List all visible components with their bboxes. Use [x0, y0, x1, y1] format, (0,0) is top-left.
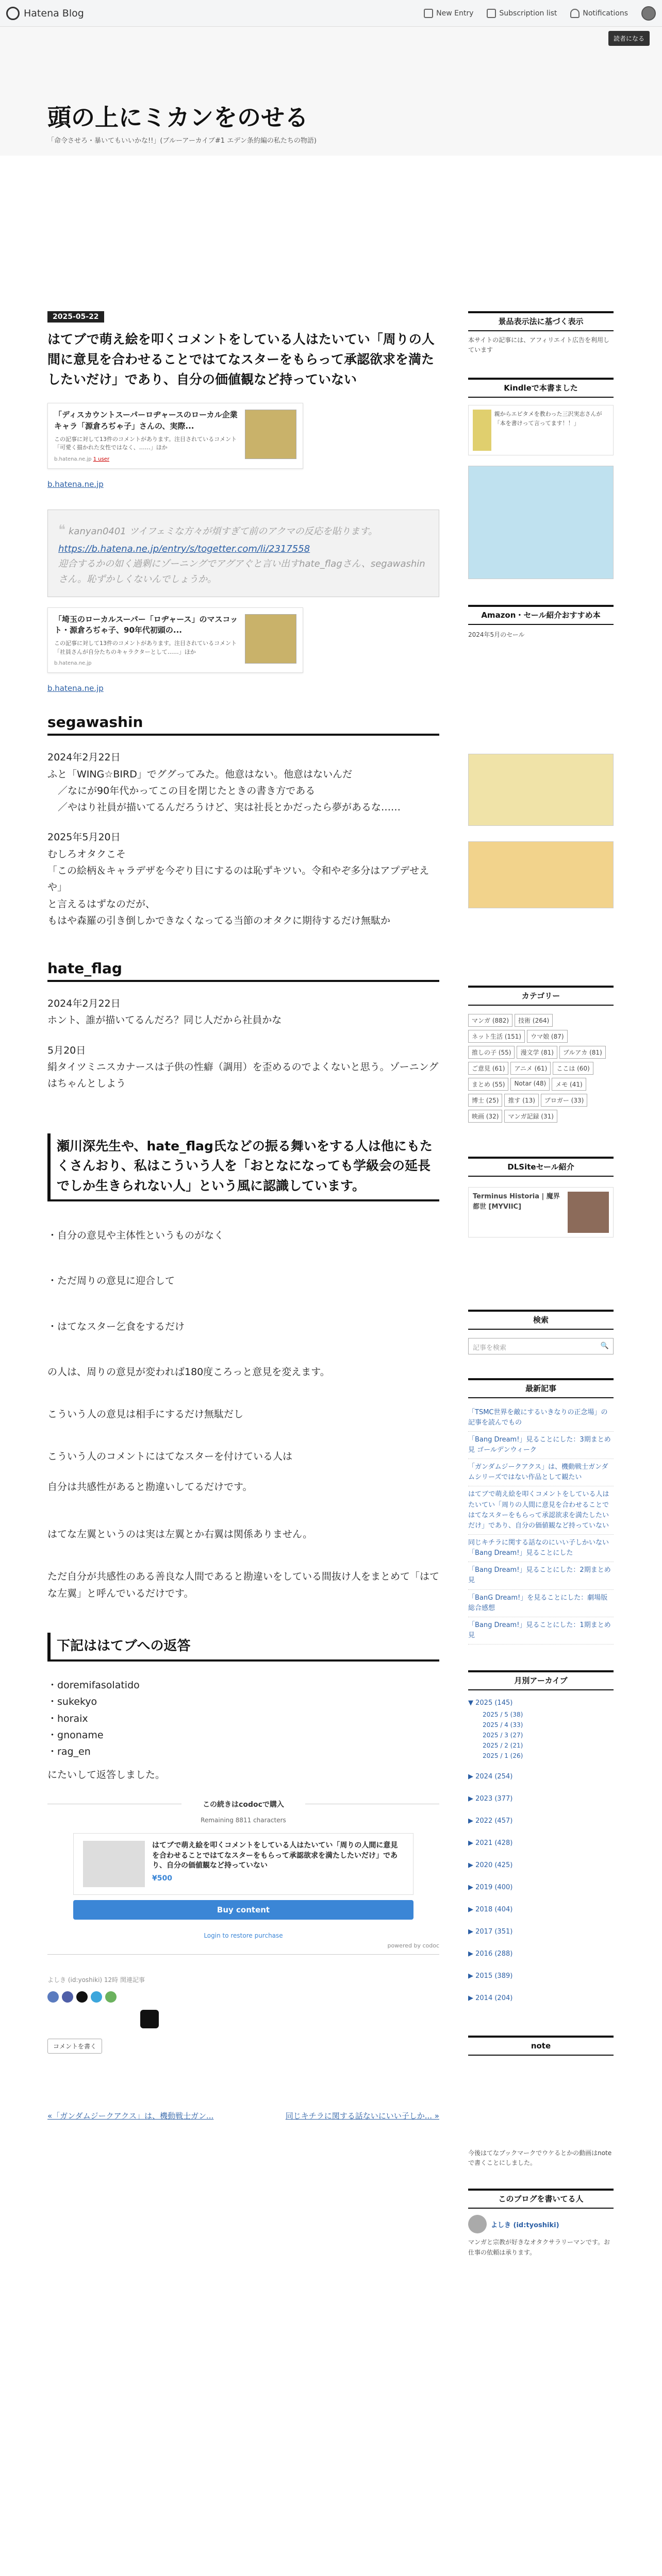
- archive-year[interactable]: ▶ 2023 (377): [468, 1795, 513, 1803]
- recent-item[interactable]: 「TSMC世界を敵にするいきなりの正念場」の記事を読んでもの: [468, 1404, 614, 1432]
- archive-month[interactable]: 2025 / 2 (21): [483, 1742, 523, 1750]
- search-icon[interactable]: 🔍: [600, 1342, 609, 1350]
- buy-content-button[interactable]: Buy content: [73, 1900, 413, 1920]
- write-comment-button[interactable]: コメントを書く: [47, 2039, 102, 2054]
- recent-item[interactable]: 「BanG Dream!」を見ることにした：劇場版総合感想: [468, 1590, 614, 1617]
- blockquote: [47, 510, 439, 597]
- archive-year[interactable]: ▶ 2021 (428): [468, 1839, 513, 1848]
- archive-list: [468, 1697, 614, 2005]
- recent-item[interactable]: 「Bang Dream!」見ることにした：2期まとめ見: [468, 1562, 614, 1589]
- author-profile[interactable]: [468, 2215, 614, 2233]
- section1-date2: 2025年5月20日: [47, 832, 121, 843]
- body-para-2: こういう人の意見は相手にするだけ無駄だし: [47, 1409, 244, 1420]
- card-title: 「ディスカウントスーパーロヂャースのローカル企業キャラ「源倉ろぢゃ子」さんの、実際...: [54, 410, 238, 431]
- category-tag[interactable]: 推す (13): [504, 1094, 538, 1107]
- paywall-title: この続きはcodocで購入: [181, 1799, 305, 1809]
- section-heading-segawashin: segawashin: [47, 714, 439, 736]
- widget-title-dlsite: DLSiteセール紹介: [468, 1157, 614, 1177]
- section1-p2c: もはや森羅の引き倒しかできなくなってる当節のオタクに期待するだけ無駄か: [47, 914, 391, 926]
- card-desc: この記事に対して13件のコメントがあります。注目されているコメント「社員さんが自分たちのキャラクターとして……」ほか: [54, 640, 237, 655]
- widget-title-note: note: [468, 2036, 614, 2056]
- body-para-4: 自分は共感性があると勘違いしてるだけです。: [47, 1481, 253, 1493]
- bell-icon: [570, 9, 580, 18]
- topbar: [0, 0, 662, 27]
- body-para-1: の人は、周りの意見が変われば180度ころっと意見を変えます。: [47, 1366, 330, 1378]
- blog-description: 「命令させろ・暴いてもいいかな!!」(ブルーアーカイブ#1 エデン条約編の私たちの物語): [47, 137, 317, 145]
- section1-date1: 2024年2月22日: [47, 752, 121, 764]
- archive-year[interactable]: ▶ 2017 (351): [468, 1928, 513, 1936]
- category-tag[interactable]: 映画 (32): [468, 1110, 502, 1123]
- archive-year[interactable]: ▶ 2019 (400): [468, 1884, 513, 1892]
- source-link-1[interactable]: b.hatena.ne.jp: [47, 479, 104, 489]
- reply-list: [47, 1677, 439, 1783]
- paywall-meta: Remaining 8811 characters: [201, 1816, 286, 1824]
- reply-item: ・horaix: [47, 1713, 88, 1724]
- notifications-button[interactable]: [570, 9, 628, 18]
- category-tag[interactable]: マンガ記録 (31): [504, 1110, 557, 1123]
- widget-title-disclosure: 景品表示法に基づく表示: [468, 311, 614, 331]
- category-tag[interactable]: メモ (41): [552, 1078, 586, 1091]
- bullet-item: ・ただ周りの意見に迎合して: [47, 1275, 175, 1287]
- category-tag[interactable]: ブルアカ (81): [559, 1046, 606, 1059]
- edit-icon: [424, 9, 433, 18]
- subscription-list-button[interactable]: [487, 9, 557, 18]
- dlsite-card[interactable]: [468, 1187, 614, 1238]
- user-menu-button[interactable]: [641, 6, 656, 21]
- archive-year[interactable]: ▶ 2015 (389): [468, 1972, 513, 1980]
- reply-item: ・sukekyo: [47, 1696, 97, 1708]
- kindle-card[interactable]: [468, 405, 614, 455]
- callout-heading: 瀬川深先生や、hate_flag氏などの振る舞いをする人は他にもたくさんおり、私はこういう人を「おとなになっても学級会の延長でしか生きられない人」という風に認識しています。: [47, 1133, 439, 1201]
- category-tag[interactable]: まとめ (55): [468, 1078, 508, 1091]
- search-input[interactable]: 記事を検索 🔍: [468, 1338, 614, 1354]
- widget-title-search: 検索: [468, 1310, 614, 1330]
- section2-p1: ホント、誰が描いてるんだろ？同じ人だから社員かな: [47, 1014, 282, 1026]
- kindle-book-cover: [473, 410, 491, 451]
- recent-item[interactable]: 「Bang Dream!」見ることにした：3期まとめ見 ゴールデンウィーク: [468, 1432, 614, 1459]
- card-foot: b.hatena.ne.jp: [54, 660, 92, 667]
- section1-p1b: ／やはり社員が描いてるんだろうけど、実は社長とかだったら夢があるな……: [58, 802, 401, 814]
- amazon-book-image-1[interactable]: [468, 754, 614, 826]
- hatena-logo[interactable]: [6, 7, 84, 20]
- kindle-ad-image[interactable]: [468, 466, 614, 579]
- card-thumbnail: [245, 410, 296, 459]
- section1-p2a: 「この絵柄＆キャラデザを今ぞり目にするのは恥ずキツい。令和やぞ多分はアプデせえや」: [47, 865, 429, 893]
- hatena-bookmark-icon[interactable]: [47, 1991, 59, 2003]
- body-para-5: はてな左翼というのは実は左翼とか右翼は関係ありません。: [47, 1528, 313, 1540]
- category-tag[interactable]: 技術 (264): [515, 1014, 553, 1027]
- category-tag[interactable]: Notar (48): [510, 1078, 550, 1091]
- pocket-icon[interactable]: [91, 1991, 102, 2003]
- reply-item: ・rag_en: [47, 1746, 91, 1758]
- archive-year[interactable]: ▶ 2016 (288): [468, 1950, 513, 1958]
- card-desc: この記事に対して13件のコメントがあります。注目されているコメント「可愛く描かれた女性ではなく、……」ほか: [54, 435, 237, 451]
- author-line: よしき (id:yoshiki) 12時 関連記事: [47, 1976, 145, 1984]
- section1-p1a: ／なにが90年代かってこの目を閉じたときの書き方である: [58, 785, 316, 796]
- body-para-3: こういう人のコメントにはてなスターを付けている人は: [47, 1451, 293, 1463]
- list-icon: [487, 9, 496, 18]
- paywall-price: ¥500: [152, 1874, 172, 1883]
- recent-item[interactable]: はてブで萌え絵を叩くコメントをしている人はたいてい「周りの人間に意見を合わせることではてなスターをもらって承認欲求を満たしたいだけ」であり、自分の価値観など持っていない: [468, 1486, 614, 1535]
- body-para-6: ただ自分が共感性のある善良な人間であると勘違いをしている間抜け人をまとめて「はてな左翼」と呼んでいるだけです。: [47, 1571, 440, 1599]
- x-share-big-icon[interactable]: [140, 2010, 159, 2028]
- logo-text: Hatena Blog: [24, 7, 84, 19]
- archive-year[interactable]: ▶ 2022 (457): [468, 1817, 513, 1825]
- amazon-book-image-2[interactable]: [468, 841, 614, 908]
- archive-year[interactable]: ▶ 2018 (404): [468, 1906, 513, 1914]
- archive-month[interactable]: 2025 / 3 (27): [483, 1732, 523, 1739]
- archive-month[interactable]: 2025 / 4 (33): [483, 1721, 523, 1729]
- new-entry-button[interactable]: [424, 9, 473, 18]
- paywall-card: [73, 1833, 413, 1895]
- disclosure-text: 本サイトの記事には、アフィリエイト広告を利用しています: [468, 336, 609, 354]
- card-title: 「埼玉のローカルスーパー「ロヂャース」のマスコット・源倉ろぢゃ子、90年代初頭の...: [54, 614, 238, 635]
- facebook-icon[interactable]: [62, 1991, 73, 2003]
- archive-month[interactable]: 2025 / 1 (26): [483, 1752, 523, 1760]
- category-tag[interactable]: ここは (60): [553, 1062, 593, 1075]
- widget-title-kindle: Kindleで本書ました: [468, 378, 614, 398]
- next-entry-link[interactable]: 同じキチラに関する話ないにいい子しか... »: [285, 2111, 439, 2121]
- reply-item: ・gnoname: [47, 1730, 104, 1741]
- codoc-powered: powered by codoc: [387, 1942, 439, 1949]
- archive-year[interactable]: ▶ 2014 (204): [468, 1994, 513, 2003]
- share-buttons: [47, 1991, 439, 2003]
- category-tag[interactable]: ブロガー (33): [541, 1094, 587, 1107]
- subscribe-reader-button[interactable]: 読者になる: [608, 31, 650, 46]
- entry-date[interactable]: 2025-05-22: [47, 311, 104, 323]
- section2-p2: 絹タイツミニスカナースは子供の性癖（調用）を歪めるのでよくないと思う。ゾーニングはちゃんとしよう: [47, 1061, 439, 1090]
- archive-year[interactable]: ▶ 2020 (425): [468, 1861, 513, 1870]
- amazon-text: 2024年5月のセール: [468, 631, 525, 639]
- category-tag[interactable]: ネット生活 (151): [468, 1030, 525, 1043]
- widget-title-category: カテゴリー: [468, 986, 614, 1006]
- main-content: [47, 311, 439, 2121]
- author-avatar: [468, 2215, 487, 2233]
- kindle-item-text: 親からエピタメを教わった三沢実志さんが「本を書けって言ってます！！」: [494, 411, 602, 427]
- section2-date2: 5月20日: [47, 1044, 86, 1056]
- x-icon[interactable]: [76, 1991, 88, 2003]
- subscription-label: Subscription list: [499, 9, 557, 18]
- quote-icon: ❝: [58, 522, 65, 538]
- dlsite-thumbnail: [568, 1192, 609, 1233]
- paywall-thumbnail: [83, 1841, 145, 1887]
- user-avatar-icon: [641, 6, 656, 21]
- paywall-divider: [47, 1800, 439, 1815]
- author-bio: マンガと宗教が好きなオタクサラリーマンです。お仕事の依頼は承ります。: [468, 2239, 610, 2256]
- source-link-2[interactable]: b.hatena.ne.jp: [47, 684, 104, 693]
- notifications-label: Notifications: [583, 9, 628, 18]
- archive-month[interactable]: 2025 / 5 (38): [483, 1711, 523, 1719]
- entry-title[interactable]: はてブで萌え絵を叩くコメントをしている人はたいてい「周りの人間に意見を合わせることではてなスターをもらって承認欲求を満たしたいだけ」であり、自分の価値観など持っていない: [47, 332, 435, 387]
- category-tag[interactable]: 博士 (25): [468, 1094, 502, 1107]
- embed-card-2[interactable]: [47, 607, 303, 673]
- recent-item[interactable]: 「ガンダムジークアクス」は、機動戦士ガンダムシリーズではない作品として観たい: [468, 1459, 614, 1486]
- widget-title-author: このブログを書いてる人: [468, 2189, 614, 2209]
- section1-p2b: と言えるはずなのだが、: [47, 898, 156, 910]
- category-tags: [468, 1014, 614, 1126]
- category-tag[interactable]: ご意見 (61): [468, 1062, 508, 1075]
- category-tag[interactable]: ウマ娘 (87): [527, 1030, 567, 1043]
- blog-header: [0, 27, 662, 156]
- hatena-logo-icon: [6, 7, 20, 20]
- embed-card-1[interactable]: [47, 403, 303, 469]
- login-restore-link[interactable]: Login to restore purchase: [204, 1931, 283, 1939]
- note-text: 今後はてなブックマークでウケるとかの動画はnoteで書くことにしました。: [468, 2149, 612, 2167]
- pager: [47, 2110, 439, 2121]
- card-thumbnail: [245, 614, 296, 664]
- section-heading-hate-flag: hate_flag: [47, 960, 439, 982]
- widget-title-archive: 月別アーカイブ: [468, 1670, 614, 1690]
- card-foot: b.hatena.ne.jp 1 user: [54, 456, 110, 462]
- blog-title[interactable]: 頭の上にミカンをのせる: [47, 104, 308, 131]
- author-name: よしき (id:tyoshiki): [491, 2221, 559, 2229]
- widget-title-recent: 最新記事: [468, 1378, 614, 1398]
- category-tag[interactable]: 漫文学 (81): [517, 1046, 557, 1059]
- quote-line-2: 迎合するかの如く過剰にゾーニングでアグアぐと言い出すhate_flagさん、segawashinさん。恥ずかしくないんでしょうか。: [58, 558, 425, 585]
- category-tag[interactable]: マンガ (882): [468, 1014, 512, 1027]
- subheading-replies: 下記ははてブへの返答: [47, 1633, 439, 1662]
- prev-entry-link[interactable]: «「ガンダムジークアクス」は、機動戦士ガン...: [47, 2111, 214, 2121]
- paywall-card-title: はてブで萌え絵を叩くコメントをしている人はたいてい「周りの人間に意見を合わせることではてなスターをもらって承認欲求を満たしたいだけ」であり、自分の価値観など持っていない: [152, 1841, 398, 1870]
- section1-p2: むしろオタクこそ: [47, 848, 126, 860]
- archive-year[interactable]: ▼ 2025 (145): [468, 1699, 513, 1707]
- new-entry-label: New Entry: [436, 9, 474, 18]
- widget-title-amazon: Amazon・セール紹介おすすめ本: [468, 605, 614, 625]
- quote-line-1: ❝ kanyan0401 ツイフェミな方々が煩すぎて前のアクマの反応を貼ります。: [58, 522, 378, 538]
- archive-year[interactable]: ▶ 2024 (254): [468, 1773, 513, 1781]
- bullet-item: ・自分の意見や主体性というものがなく: [47, 1229, 224, 1241]
- section1-p1: ふと「WING☆BIRD」でググってみた。他意はない。他意はないんだ: [47, 768, 353, 780]
- quote-link[interactable]: https://b.hatena.ne.jp/entry/s/togetter.com/li/2317558: [58, 543, 310, 554]
- bullet-list: [47, 1227, 439, 1335]
- category-tag[interactable]: アニメ (61): [510, 1062, 551, 1075]
- line-icon[interactable]: [105, 1991, 117, 2003]
- topnav: [424, 6, 656, 21]
- category-tag[interactable]: 推しの子 (55): [468, 1046, 515, 1059]
- sidebar: [468, 311, 614, 2258]
- recent-item[interactable]: 「Bang Dream!」見ることにした：1期まとめ見: [468, 1617, 614, 1645]
- reply-note: にたいして返答しました。: [47, 1769, 166, 1781]
- reply-item: ・doremifasolatido: [47, 1680, 140, 1691]
- bullet-item: ・はてなスター乞食をするだけ: [47, 1320, 185, 1332]
- section2-date1: 2024年2月22日: [47, 998, 121, 1010]
- dlsite-item-title: Terminus Historia | 魔界都世 [MYVIIC]: [473, 1192, 560, 1211]
- recent-item[interactable]: 同じキチラに関する話なのにいい子しかいない「Bang Dream!」見ることにした: [468, 1535, 614, 1562]
- recent-list: [468, 1404, 614, 1645]
